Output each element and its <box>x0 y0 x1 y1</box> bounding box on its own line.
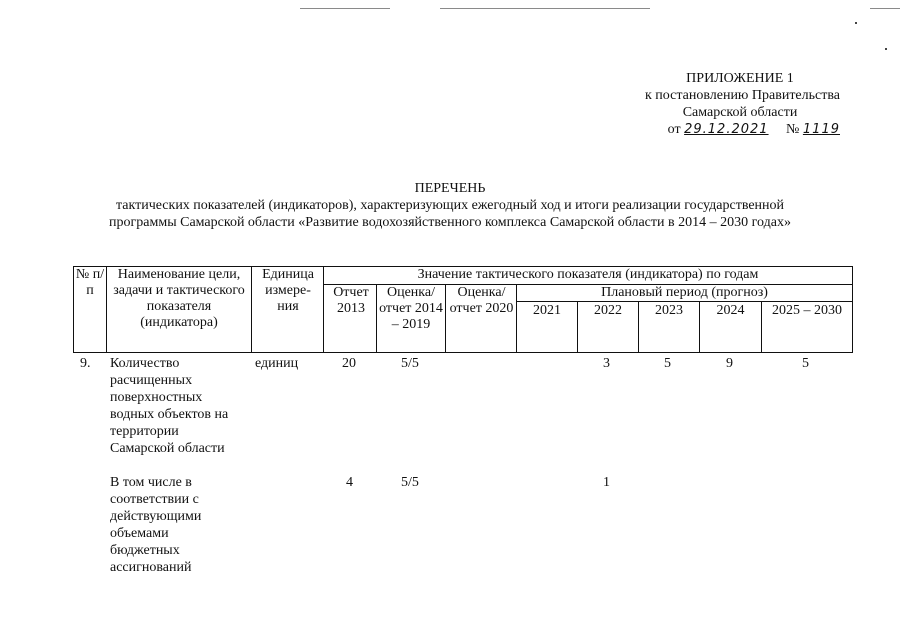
appendix-block <box>610 70 840 138</box>
header-estimate-2020: Оценка/ отчет 2020 <box>449 285 514 316</box>
table-border-plan <box>516 301 853 302</box>
table-vline <box>445 284 446 353</box>
table-border-bottom <box>73 352 853 353</box>
table-vline <box>761 301 762 353</box>
header-2025-2030: 2025 – 2030 <box>772 303 842 318</box>
appendix-date-number <box>610 121 840 138</box>
number-label: № <box>786 122 800 137</box>
header-unit: Единица измере-ния <box>262 267 314 314</box>
table-vline <box>516 284 517 353</box>
handwritten-date: 29.12.2021 <box>684 122 769 137</box>
handwritten-number: 1119 <box>802 122 840 137</box>
scan-artifact-dot <box>855 22 857 24</box>
row-unit: единиц <box>255 356 299 371</box>
header-num: № п/п <box>75 267 105 298</box>
row-value-2014-2019: 5/5 <box>401 356 419 371</box>
header-plan-group: Плановый период (прогноз) <box>601 285 768 300</box>
row-value-2022: 1 <box>603 475 610 490</box>
table-vline <box>251 266 252 353</box>
header-estimate-2014-2019: Оценка/ отчет 2014 – 2019 <box>379 285 443 332</box>
table-vline <box>577 301 578 353</box>
row-value-2025-2030: 5 <box>802 356 809 371</box>
row-value-2023: 5 <box>664 356 671 371</box>
row-name: В том числе в соответствии с действующими объемами бюджетных ассигнований <box>110 475 202 575</box>
table-vline <box>638 301 639 353</box>
appendix-line-2: Самарской области <box>682 105 798 120</box>
title-line-1: тактических показателей (индикаторов), характеризующих ежегодный ход и итоги реализации государственной <box>115 198 785 213</box>
table-vline <box>852 266 853 353</box>
from-label: от <box>667 122 681 137</box>
row-value-2022: 3 <box>603 356 610 371</box>
table-vline <box>106 266 107 353</box>
header-2021: 2021 <box>533 303 561 318</box>
header-values-group: Значение тактического показателя (индикатора) по годам <box>417 267 759 282</box>
header-2024: 2024 <box>716 303 745 318</box>
title-line-2: программы Самарской области «Развитие водохозяйственного комплекса Самарской области в 2014 – 2030 годах» <box>109 215 791 230</box>
row-value-2014-2019: 5/5 <box>401 475 419 490</box>
header-2023: 2023 <box>655 303 683 318</box>
title-heading: ПЕРЕЧЕНЬ <box>414 181 486 196</box>
indicator-table-header <box>73 266 853 356</box>
row-value-2024: 9 <box>726 356 733 371</box>
scan-artifact-line <box>300 8 390 9</box>
row-num: 9. <box>80 356 91 371</box>
appendix-title: ПРИЛОЖЕНИЕ 1 <box>686 71 794 86</box>
scan-artifact-line <box>440 8 650 9</box>
table-vline <box>699 301 700 353</box>
header-2022: 2022 <box>594 303 622 318</box>
header-name: Наименование цели, задачи и тактического показателя (индикатора) <box>113 267 245 330</box>
table-vline <box>323 266 324 353</box>
table-vline <box>73 266 74 353</box>
appendix-line-1: к постановлению Правительства <box>644 88 840 103</box>
row-value-2013: 20 <box>342 356 356 371</box>
header-report-2013: Отчет 2013 <box>333 285 369 316</box>
table-vline <box>376 284 377 353</box>
scan-artifact-line <box>870 8 900 9</box>
row-value-2013: 4 <box>346 475 353 490</box>
scan-artifact-dot <box>885 48 887 50</box>
document-title <box>60 180 840 231</box>
row-name: Количество расчищенных поверхностных водных объектов на территории Самарской области <box>110 356 229 456</box>
